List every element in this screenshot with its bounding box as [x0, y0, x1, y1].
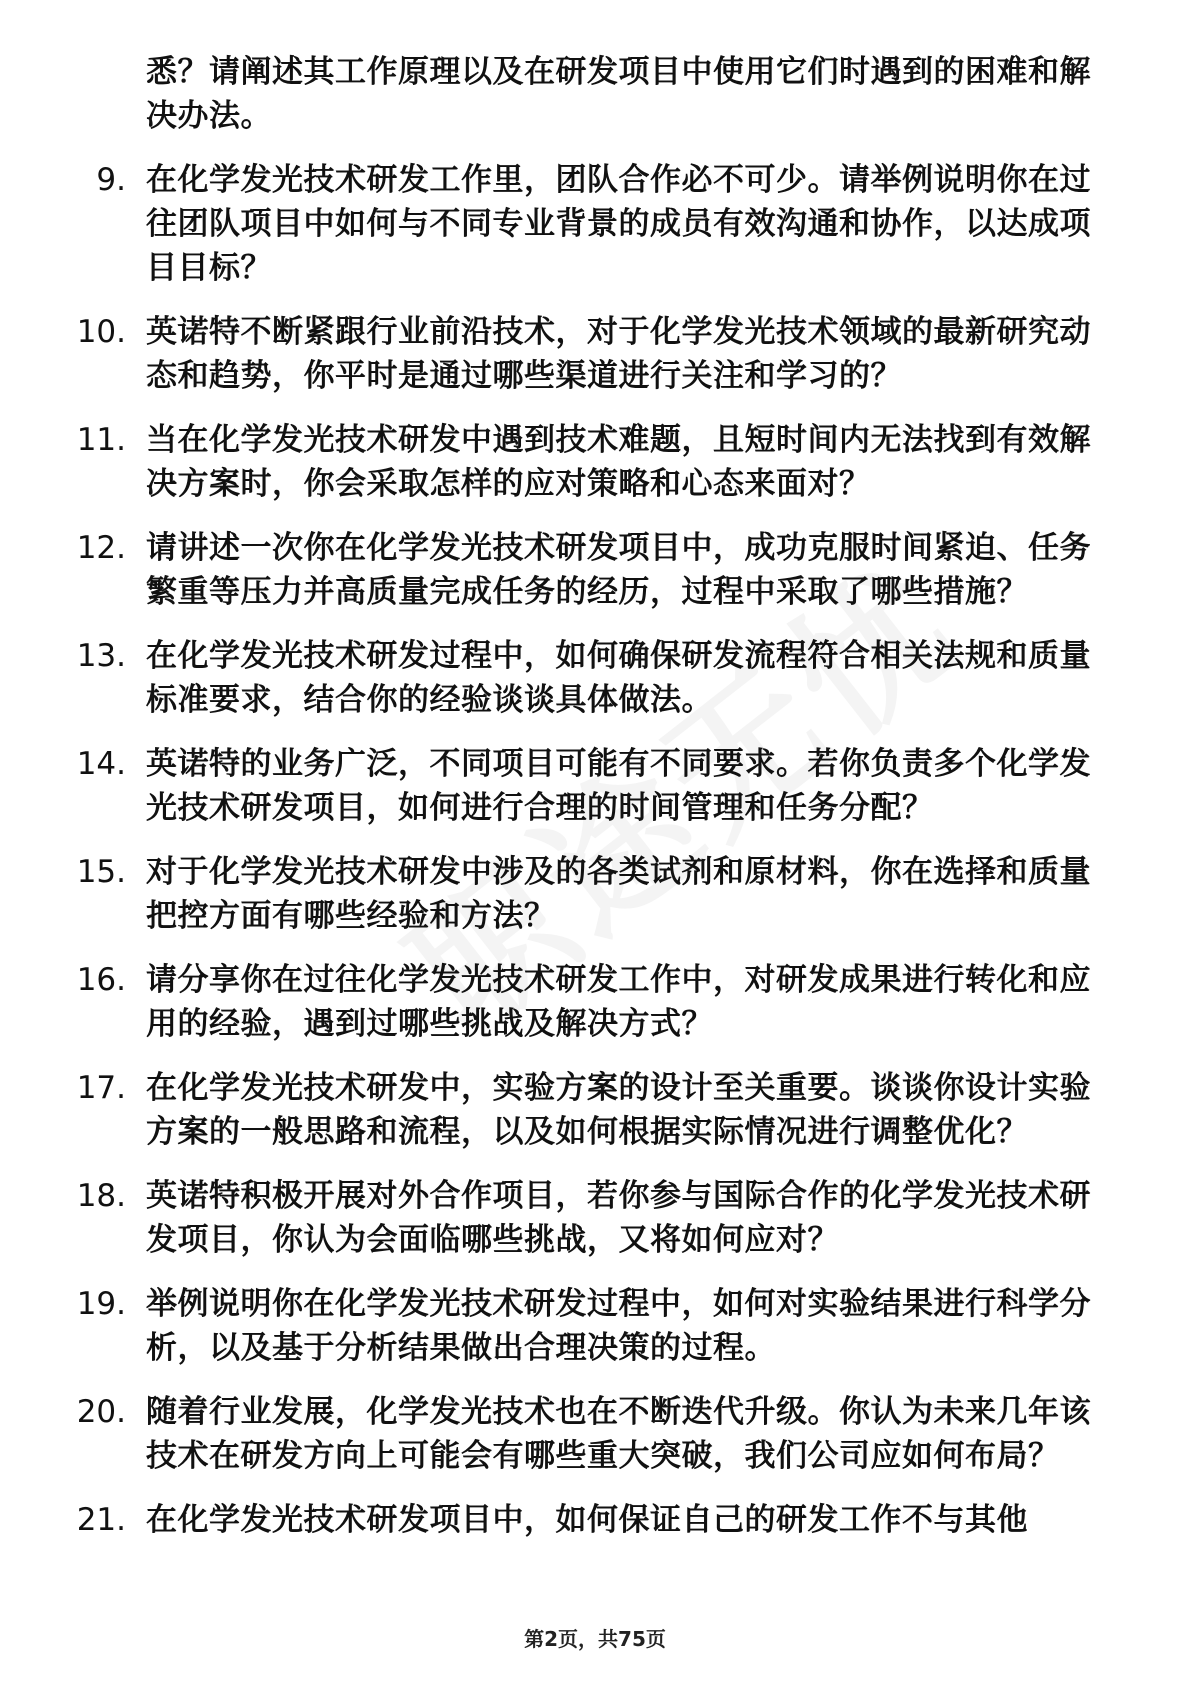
- continuation-text: 悉？请阐述其工作原理以及在研发项目中使用它们时遇到的困难和解决办法。: [146, 54, 1091, 134]
- question-text: 英诺特积极开展对外合作项目，若你参与国际合作的化学发光技术研发项目，你认为会面临哪些挑战，又将如何应对？: [146, 1178, 1091, 1258]
- question-number: 20.: [76, 1394, 126, 1430]
- question-item: [72, 958, 1122, 1046]
- question-text: 随着行业发展，化学发光技术也在不断迭代升级。你认为未来几年该技术在研发方向上可能会有哪些重大突破，我们公司应如何布局？: [146, 1394, 1091, 1474]
- question-number: 15.: [76, 854, 126, 890]
- question-item: [72, 1498, 1122, 1542]
- question-text: 对于化学发光技术研发中涉及的各类试剂和原材料，你在选择和质量把控方面有哪些经验和方法？: [146, 854, 1091, 934]
- question-text: 在化学发光技术研发工作里，团队合作必不可少。请举例说明你在过往团队项目中如何与不同专业背景的成员有效沟通和协作，以达成项目目标？: [146, 162, 1091, 286]
- question-text: 在化学发光技术研发中，实验方案的设计至关重要。谈谈你设计实验方案的一般思路和流程，以及如何根据实际情况进行调整优化？: [146, 1070, 1091, 1150]
- question-item: [72, 418, 1122, 506]
- question-item: [72, 1282, 1122, 1370]
- question-number: 13.: [76, 638, 126, 674]
- question-text: 请分享你在过往化学发光技术研发工作中，对研发成果进行转化和应用的经验，遇到过哪些挑战及解决方式？: [146, 962, 1091, 1042]
- question-number: 10.: [76, 314, 126, 350]
- question-item: [72, 1174, 1122, 1262]
- question-list: [72, 50, 1122, 1562]
- question-number: 11.: [76, 422, 126, 458]
- question-item: [72, 1066, 1122, 1154]
- question-item: [72, 850, 1122, 938]
- question-item: [72, 526, 1122, 614]
- question-number: 21.: [76, 1502, 126, 1538]
- question-item: [72, 742, 1122, 830]
- question-number: 19.: [76, 1286, 126, 1322]
- question-item: [72, 1390, 1122, 1478]
- question-number: 9.: [96, 162, 126, 198]
- question-item: [72, 310, 1122, 398]
- question-text: 请讲述一次你在化学发光技术研发项目中，成功克服时间紧迫、任务繁重等压力并高质量完成任务的经历，过程中采取了哪些措施？: [146, 530, 1091, 610]
- question-item: [72, 634, 1122, 722]
- question-number: 18.: [76, 1178, 126, 1214]
- question-text: 英诺特的业务广泛，不同项目可能有不同要求。若你负责多个化学发光技术研发项目，如何进行合理的时间管理和任务分配？: [146, 746, 1091, 826]
- question-number: 17.: [76, 1070, 126, 1106]
- question-text: 在化学发光技术研发项目中，如何保证自己的研发工作不与其他: [146, 1502, 1028, 1538]
- question-text: 英诺特不断紧跟行业前沿技术，对于化学发光技术领域的最新研究动态和趋势，你平时是通过哪些渠道进行关注和学习的？: [146, 314, 1091, 394]
- question-number: 16.: [76, 962, 126, 998]
- question-text: 当在化学发光技术研发中遇到技术难题，且短时间内无法找到有效解决方案时，你会采取怎样的应对策略和心态来面对？: [146, 422, 1091, 502]
- question-text: 举例说明你在化学发光技术研发过程中，如何对实验结果进行科学分析，以及基于分析结果做出合理决策的过程。: [146, 1286, 1091, 1366]
- page-footer: 第2页，共75页: [524, 1627, 666, 1651]
- question-number: 14.: [76, 746, 126, 782]
- question-text: 在化学发光技术研发过程中，如何确保研发流程符合相关法规和质量标准要求，结合你的经验谈谈具体做法。: [146, 638, 1091, 718]
- question-item: [72, 158, 1122, 290]
- question-number: 12.: [76, 530, 126, 566]
